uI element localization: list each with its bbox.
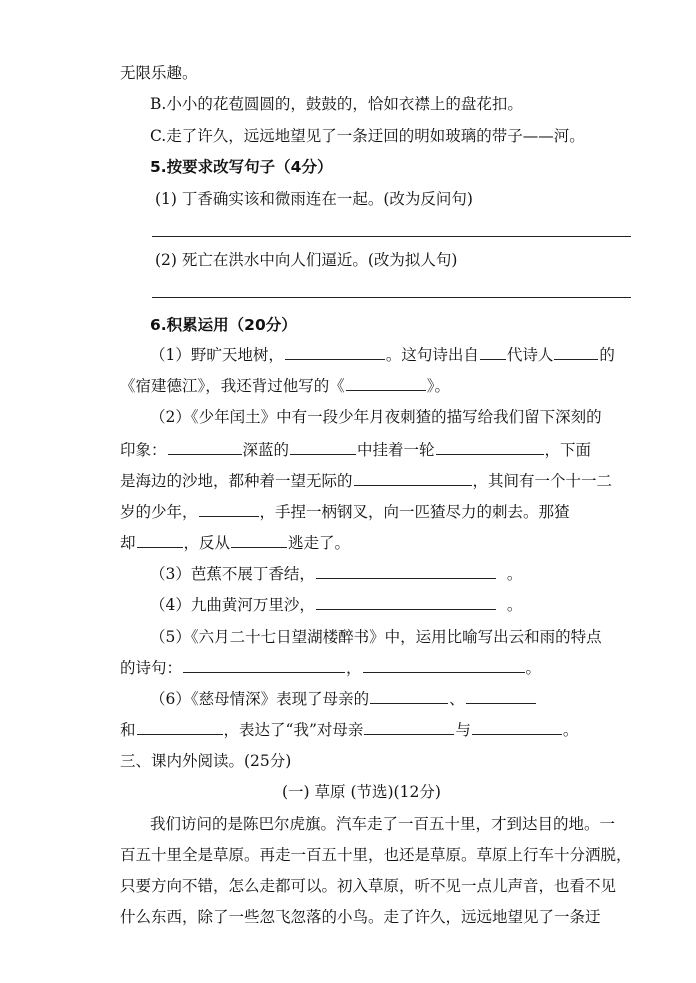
question-6-4: （4）九曲黄河万里沙， 。 xyxy=(150,596,523,614)
passage-line: 只要方向不错，怎么走都可以。初入草原，听不见一点儿声音，也看不见 xyxy=(120,877,617,895)
fill-blank[interactable] xyxy=(363,657,525,673)
fill-blank[interactable] xyxy=(199,501,259,517)
fill-blank[interactable] xyxy=(466,688,536,704)
question-5-2: (2) 死亡在洪水中向人们逼近。(改为拟人句) xyxy=(155,251,458,269)
question-6-2-cont: 是海边的沙地，都种着一望无际的 ，其间有一个十一二 xyxy=(120,472,613,490)
question-6-5: （5）《六月二十七日望湖楼醉书》中，运用比喻写出云和雨的特点 xyxy=(150,628,602,646)
text-line: 无限乐趣。 xyxy=(120,64,198,82)
fill-blank[interactable] xyxy=(137,719,223,735)
question-5-1: (1) 丁香确实该和微雨连在一起。(改为反问句) xyxy=(155,190,473,208)
section-heading-5: 5.按要求改写句子（4分） xyxy=(150,158,333,176)
fill-blank[interactable] xyxy=(316,594,496,610)
option-b: B.小小的花苞圆圆的，鼓鼓的，恰如衣襟上的盘花扣。 xyxy=(150,95,523,113)
fill-blank[interactable] xyxy=(290,439,356,455)
question-6-1: （1）野旷天地树， 。这句诗出自 代诗人 的 xyxy=(150,346,615,364)
answer-line[interactable] xyxy=(152,236,631,237)
fill-blank[interactable] xyxy=(316,563,496,579)
question-6-2: （2）《少年闰土》中有一段少年月夜刺猹的描写给我们留下深刻的 xyxy=(150,408,602,426)
option-c: C.走了许久，远远地望见了一条迂回的明如玻璃的带子——河。 xyxy=(150,127,585,145)
fill-blank[interactable] xyxy=(364,719,454,735)
section-heading-3: 三、课内外阅读。(25分) xyxy=(120,752,292,770)
fill-blank[interactable] xyxy=(168,439,242,455)
passage-title: (一) 草原 (节选)(12分) xyxy=(282,783,441,801)
question-6-3: （3）芭蕉不展丁香结， 。 xyxy=(150,565,523,583)
question-6-2-cont: 却 ，反从 逃走了。 xyxy=(120,534,351,552)
section-heading-6: 6.积累运用（20分） xyxy=(150,316,297,334)
question-6-6-cont: 和 ，表达了“我”对母亲 与 。 xyxy=(120,721,579,739)
fill-blank[interactable] xyxy=(231,532,287,548)
passage-line: 什么东西，除了一些忽飞忽落的小鸟。走了许久，远远地望见了一条迂 xyxy=(120,908,601,926)
passage-line: 我们访问的是陈巴尔虎旗。汽车走了一百五十里，才到达目的地。一 xyxy=(150,815,616,833)
question-6-1-cont: 《宿建德江》，我还背过他写的《 》。 xyxy=(120,377,451,395)
question-6-2-cont: 岁的少年， ，手捏一柄钢叉，向一匹猹尽力的刺去。那猹 xyxy=(120,503,570,521)
fill-blank[interactable] xyxy=(346,375,426,391)
question-6-2-cont: 印象： 深蓝的 中挂着一轮 ，下面 xyxy=(120,441,592,459)
fill-blank[interactable] xyxy=(480,344,506,360)
question-6-6: （6）《慈母情深》表现了母亲的 、 xyxy=(150,688,537,710)
fill-blank[interactable] xyxy=(370,688,448,704)
passage-line: 百五十里全是草原。再走一百五十里，也还是草原。草原上行车十分洒脱， xyxy=(120,846,632,864)
fill-blank[interactable] xyxy=(436,439,544,455)
fill-blank[interactable] xyxy=(554,344,598,360)
question-6-5-cont: 的诗句： ， 。 xyxy=(120,659,542,677)
fill-blank[interactable] xyxy=(285,344,385,360)
fill-blank[interactable] xyxy=(472,719,562,735)
fill-blank[interactable] xyxy=(137,532,183,548)
answer-line[interactable] xyxy=(152,297,631,298)
fill-blank[interactable] xyxy=(354,470,472,486)
fill-blank[interactable] xyxy=(183,657,345,673)
